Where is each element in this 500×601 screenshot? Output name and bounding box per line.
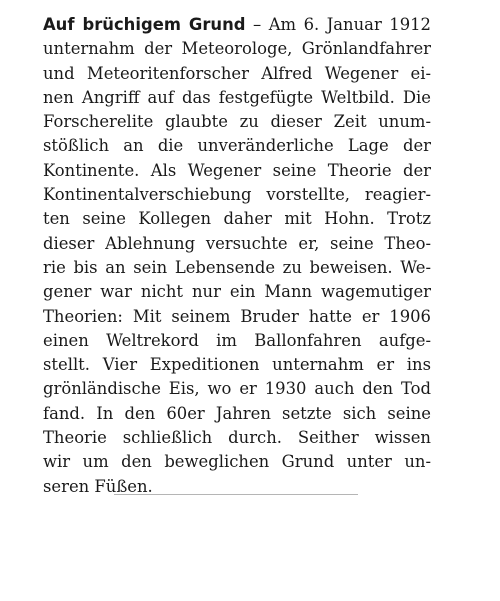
- article-line-19: wir um den beweglichen Grund unter un-: [43, 452, 431, 472]
- article-line-5: Forscherelite glaubte zu dieser Zeit unum-: [43, 112, 431, 132]
- article-line-8: Kontinentalverschiebung vorstellte, reagier-: [43, 185, 431, 205]
- document-page: [43, 13, 431, 499]
- end-divider: [114, 494, 358, 495]
- article-line-3: und Meteoritenforscher Alfred Wegener ei-: [43, 63, 431, 83]
- article-line-6: stößlich an die unveränderliche Lage der: [43, 136, 431, 156]
- article-line-15: stellt. Vier Expeditionen unternahm er ins: [43, 355, 431, 375]
- article-line-7: Kontinente. Als Wegener seine Theorie der: [43, 160, 431, 180]
- article-line-14: einen Weltrekord im Ballonfahren aufge-: [43, 330, 431, 350]
- article-line-17: fand. In den 60er Jahren setzte sich seine: [43, 403, 431, 423]
- article-line-18: Theorie schließlich durch. Seither wissen: [43, 428, 431, 448]
- article-line-12: gener war nicht nur ein Mann wagemutiger: [43, 282, 431, 302]
- article-body: [43, 13, 431, 499]
- article-line-11: rie bis an sein Lebensende zu beweisen. We-: [43, 257, 431, 277]
- article-line-10: dieser Ablehnung versuchte er, seine Theo-: [43, 233, 431, 253]
- article-line-20: seren Füßen.: [43, 476, 153, 496]
- headline-separator: –: [245, 15, 269, 34]
- article-line-13: Theorien: Mit seinem Bruder hatte er 1906: [43, 306, 431, 326]
- article-line-1: Am 6. Januar 1912: [268, 15, 431, 34]
- article-line-16: grönländische Eis, wo er 1930 auch den Tod: [43, 379, 431, 399]
- article-first-line: [43, 13, 431, 37]
- article-headline: Auf brüchigem Grund: [43, 15, 246, 34]
- article-line-2: unternahm der Meteorologe, Grönlandfahrer: [43, 39, 431, 59]
- article-line-4: nen Angriff auf das festgefügte Weltbild. Die: [43, 87, 431, 107]
- article-line-9: ten seine Kollegen daher mit Hohn. Trotz: [43, 209, 431, 229]
